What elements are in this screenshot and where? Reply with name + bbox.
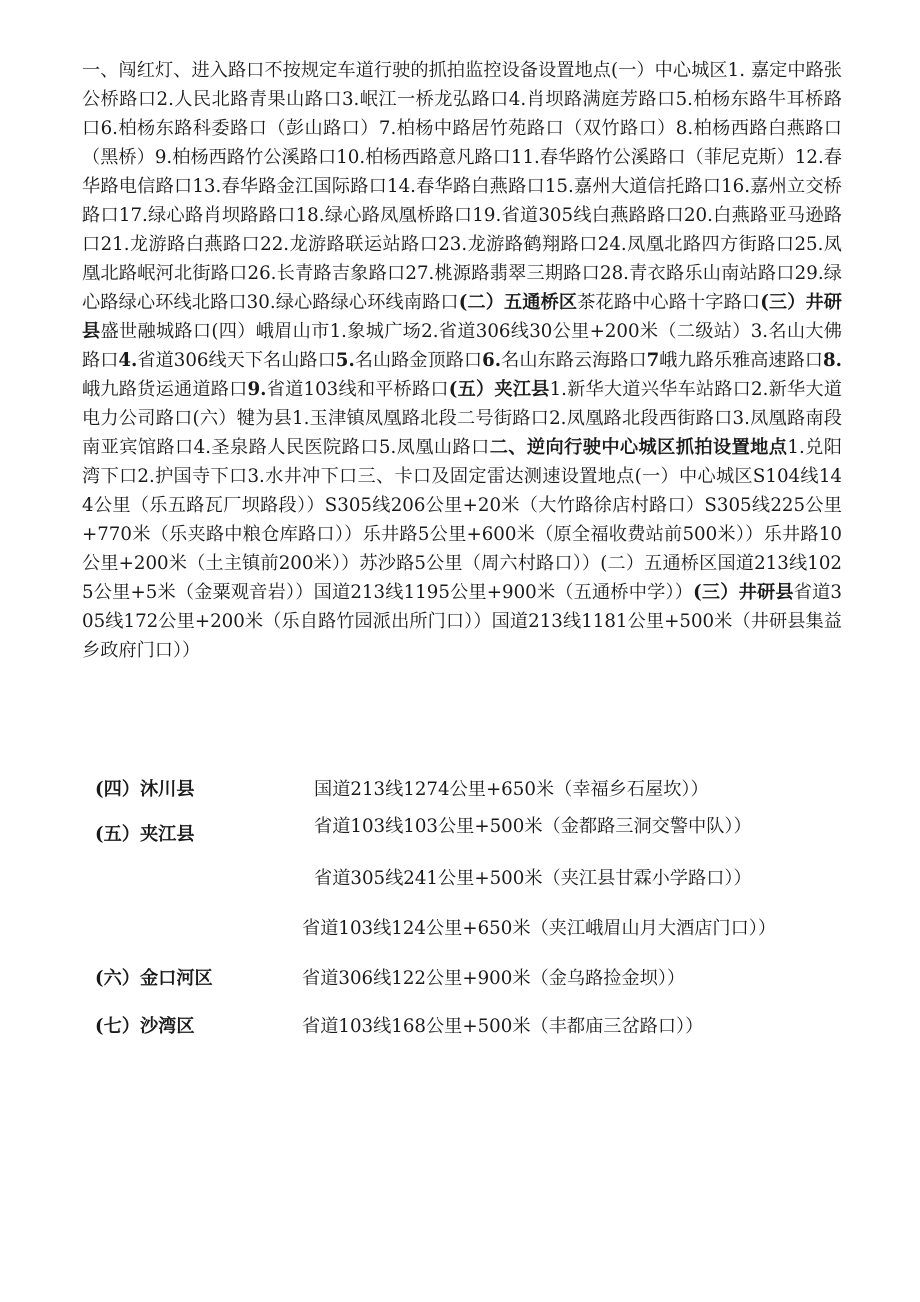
item-number: 6. (482, 350, 502, 371)
item-number: 4. (118, 350, 138, 371)
jiajiang-location-2: 省道305线241公里+500米（夹江县甘霖小学路口）） (314, 868, 752, 889)
item-text: 省道306线天下名山路口 (137, 350, 336, 371)
jinkouhe-label: (六）金口河区 (95, 968, 213, 989)
item-text: 省道103线和平桥路口 (266, 379, 449, 400)
heading-jiajiang: (五）夹江县 (448, 379, 550, 400)
item-number: 7 (646, 350, 660, 371)
heading-section-2: 二、逆向行驶中心城区抓拍设置地点 (489, 437, 788, 458)
section-2-3-text: 1.兑阳湾下口2.护国寺下口3.水井冲下口三、卡口及固定雷达测速设置地点(一）中心城区S104线144公里（乐五路瓦厂坝路段））S305线206公里+20米（大竹路徐店村路口）S305线225公里+770米（乐夹路中粮仓库路口））乐井路5公里+600米（原全福收费站前500米））乐井路10公里+200米（土主镇前200米））苏沙路5公里（周六村路口））(二）五通桥区国道213线1025公里+5米（金粟观音岩））国道213线1195公里+900米（五通桥中学）） (82, 437, 842, 603)
wutongqiao-text: 茶花路中心路十字路口 (577, 292, 761, 313)
section-1-text: 一、闯红灯、进入路口不按规定车道行驶的抓拍监控设备设置地点(一）中心城区1. 嘉定中路张公桥路口2.人民北路青果山路口3.岷江一桥龙弘路口4.肖坝路满庭芳路口5.柏杨东路牛耳桥路口6.柏杨东路科委路口（彭山路口）7.柏杨中路居竹苑路口（双竹路口）8.柏杨西路白燕路口（黑桥）9.柏杨西路竹公溪路口10.柏杨西路意凡路口11.春华路竹公溪路口（菲尼克斯）12.春华路电信路口13.春华路金江国际路口14.春华路白燕路口15.嘉州大道信托路口16.嘉州立交桥路口17.绿心路肖坝路路口18.绿心路凤凰桥路口19.省道305线白燕路路口20.白燕路亚马逊路口21.龙游路白燕路口22.龙游路联运站路口23.龙游路鹤翔路口24.凤凰北路四方街路口25.凤凰北路岷河北街路口26.长青路吉象路口27.桃源路翡翠三期路口28.青衣路乐山南站路口29.绿心路绿心环线北路口30.绿心路绿心环线南路口 (82, 60, 842, 313)
item-text: 名山路金顶路口 (354, 350, 483, 371)
item-number: 8. (823, 350, 842, 371)
jiajiang-qianwei-text: 1.新华大道兴华车站路口2.新华大道电力公司路口(六）犍为县1.玉津镇凤凰路北段二号街路口2.凤凰路北段西街路口3.凤凰路南段南亚宾馆路口4.圣泉路人民医院路口5.凤凰山路口 (82, 379, 842, 458)
item-text: 峨九路乐雅高速路口 (659, 350, 823, 371)
muchuan-location: 国道213线1274公里+650米（幸福乡石屋坎）） (314, 779, 709, 800)
item-number: 9. (247, 379, 267, 400)
item-text: 名山东路云海路口 (501, 350, 647, 371)
heading-jingyan: (三）井研县 (82, 292, 842, 342)
item-number: 5. (335, 350, 355, 371)
jiajiang-label: (五）夹江县 (95, 824, 195, 845)
jinkouhe-location: 省道306线122公里+900米（金乌路捡金坝）） (302, 968, 686, 989)
document-body (82, 56, 842, 665)
jiajiang-location-3: 省道103线124公里+650米（夹江峨眉山月大酒店门口）） (302, 918, 777, 939)
jingyan-radar-text: 省道305线172公里+200米（乐自路竹园派出所门口））国道213线1181公里+500米（井研县集益乡政府门口）） (82, 582, 843, 661)
shawan-label: (七）沙湾区 (95, 1016, 195, 1037)
heading-wutongqiao: (二）五通桥区 (458, 292, 578, 313)
emeishan-text: 盛世融城路口(四）峨眉山市1.象城广场2.省道306线30公里+200米（二级站）3.名山大佛路口 (82, 321, 842, 371)
item-text: 峨九路货运通道路口 (82, 379, 248, 400)
shawan-location: 省道103线168公里+500米（丰都庙三岔路口）） (302, 1016, 704, 1037)
heading-jingyan-radar: (三）井研县 (693, 582, 794, 603)
jiajiang-location-1: 省道103线103公里+500米（金都路三洞交警中队）） (314, 816, 752, 837)
muchuan-label: (四）沐川县 (95, 779, 195, 800)
